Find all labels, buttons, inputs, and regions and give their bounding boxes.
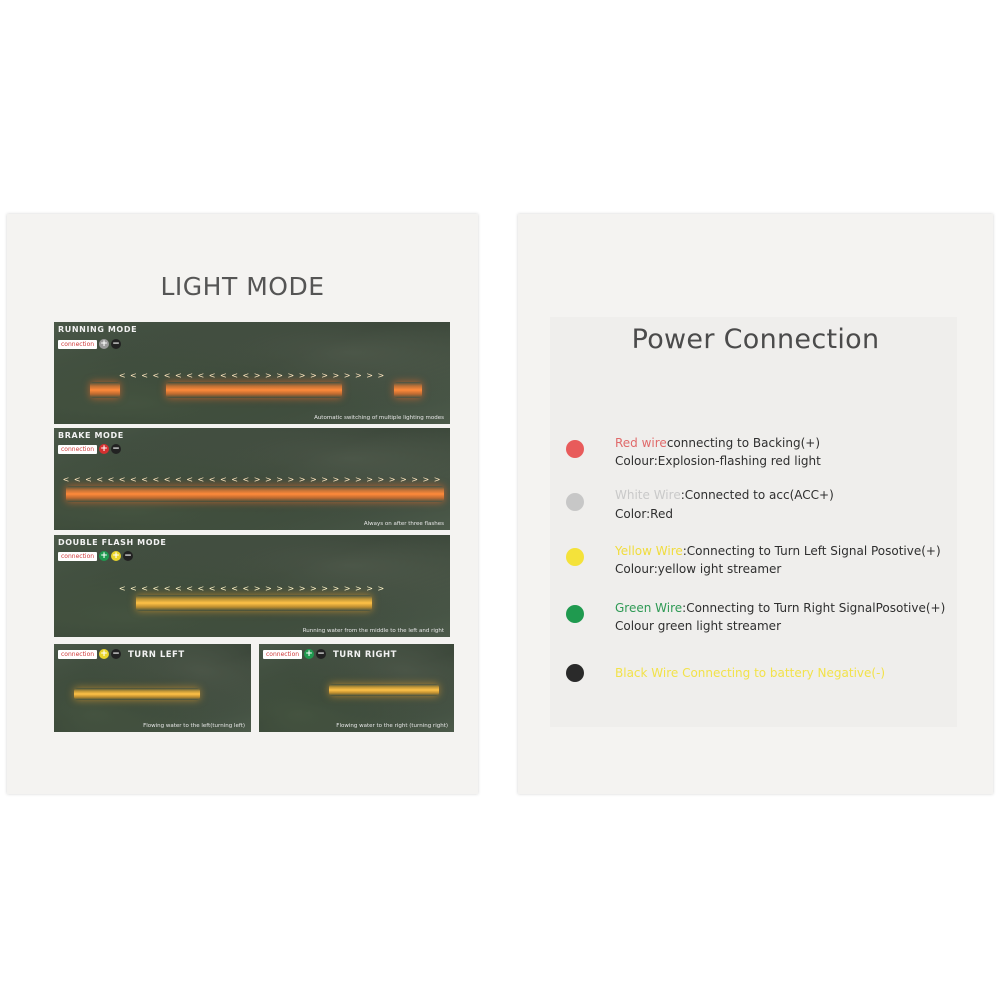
led-segment [136,595,372,611]
green-wire-dot-icon: + [305,649,313,659]
double-flash-mode-panel [54,535,450,637]
red-wire-dot-icon: + [100,444,108,454]
mode-label: DOUBLE FLASH MODE [58,538,167,547]
chevron-arrows: < < < < < < < < < < < < < < < < < > > > > > > > > > > > > > > > > > [62,476,442,484]
yellow-wire-dot-icon: + [100,649,108,659]
green-wire-dot-icon: + [100,551,108,561]
white-wire-dot-icon: + [100,339,108,349]
wire-line-1 [615,666,885,680]
mode-caption: Flowing water to the right (turning right) [336,723,448,729]
mode-label: BRAKE MODE [58,431,124,440]
connection-label: connection [58,650,97,659]
mode-caption: Running water from the middle to the left and right [302,628,444,634]
power-connection-card [518,214,993,794]
brake-mode-panel [54,428,450,530]
led-segment [66,486,444,502]
wire-description: :Connecting to Turn Left Signal Posotive(+) [682,544,941,558]
led-segment [74,688,200,700]
led-segment [329,684,439,696]
led-segment [90,382,120,398]
mode-caption: Automatic switching of multiple lighting modes [314,415,444,421]
black-wire-dot-icon: − [112,444,120,454]
connection-indicator [58,339,121,349]
light-mode-card [7,214,478,794]
yellow-wire-dot-icon: + [112,551,120,561]
white-wire-dot-icon [566,493,584,511]
wire-line-1 [615,488,834,502]
connection-label: connection [58,552,97,561]
chevron-arrows: < < < < < < < < < < < < > > > > > > > > > > > > [118,585,386,593]
wire-name: Black Wire Connecting to battery Negative(-) [615,666,886,680]
mode-caption: Flowing water to the left(turning left) [143,723,245,729]
turn-left-panel [54,644,251,732]
black-wire-dot-icon: − [124,551,132,561]
led-segment [166,382,342,398]
mode-label: TURN LEFT [128,650,185,660]
connection-label: connection [263,650,302,659]
running-mode-panel [54,322,450,424]
wire-description: :Connecting to Turn Right SignalPosotive(+) [682,601,946,615]
wire-colour: Color:Red [615,507,673,521]
wire-description: :Connected to acc(ACC+) [680,488,834,502]
connection-indicator [263,649,326,659]
wire-line-1 [615,601,945,615]
black-wire-dot-icon: − [317,649,325,659]
connection-label: connection [58,340,97,349]
mode-caption: Always on after three flashes [363,521,444,527]
wire-colour: Colour:Explosion-flashing red light [615,454,821,468]
wire-name: Red wire [615,436,667,450]
light-mode-title: LIGHT MODE [160,272,325,301]
led-segment [394,382,422,398]
yellow-wire-dot-icon [566,548,584,566]
black-wire-dot-icon [566,664,584,682]
connection-indicator [58,649,121,659]
black-wire-dot-icon: − [112,339,120,349]
wire-colour: Colour:yellow ight streamer [615,562,782,576]
wire-colour: Colour green light streamer [615,619,782,633]
connection-indicator [58,551,133,561]
wire-description: connecting to Backing(+) [666,436,821,450]
connection-label: connection [58,445,97,454]
mode-label: TURN RIGHT [333,650,397,660]
wire-line-1 [615,544,941,558]
green-wire-dot-icon [566,605,584,623]
chevron-arrows: < < < < < < < < < < < < > > > > > > > > > > > > [118,372,386,380]
red-wire-dot-icon [566,440,584,458]
wire-name: Yellow Wire [615,544,683,558]
turn-right-panel [259,644,454,732]
connection-indicator [58,444,121,454]
wire-name: Green Wire [615,601,683,615]
power-connection-title: Power Connection [631,324,880,355]
wire-line-1 [615,436,820,450]
wire-name: White Wire [615,488,681,502]
mode-label: RUNNING MODE [58,325,138,334]
black-wire-dot-icon: − [112,649,120,659]
